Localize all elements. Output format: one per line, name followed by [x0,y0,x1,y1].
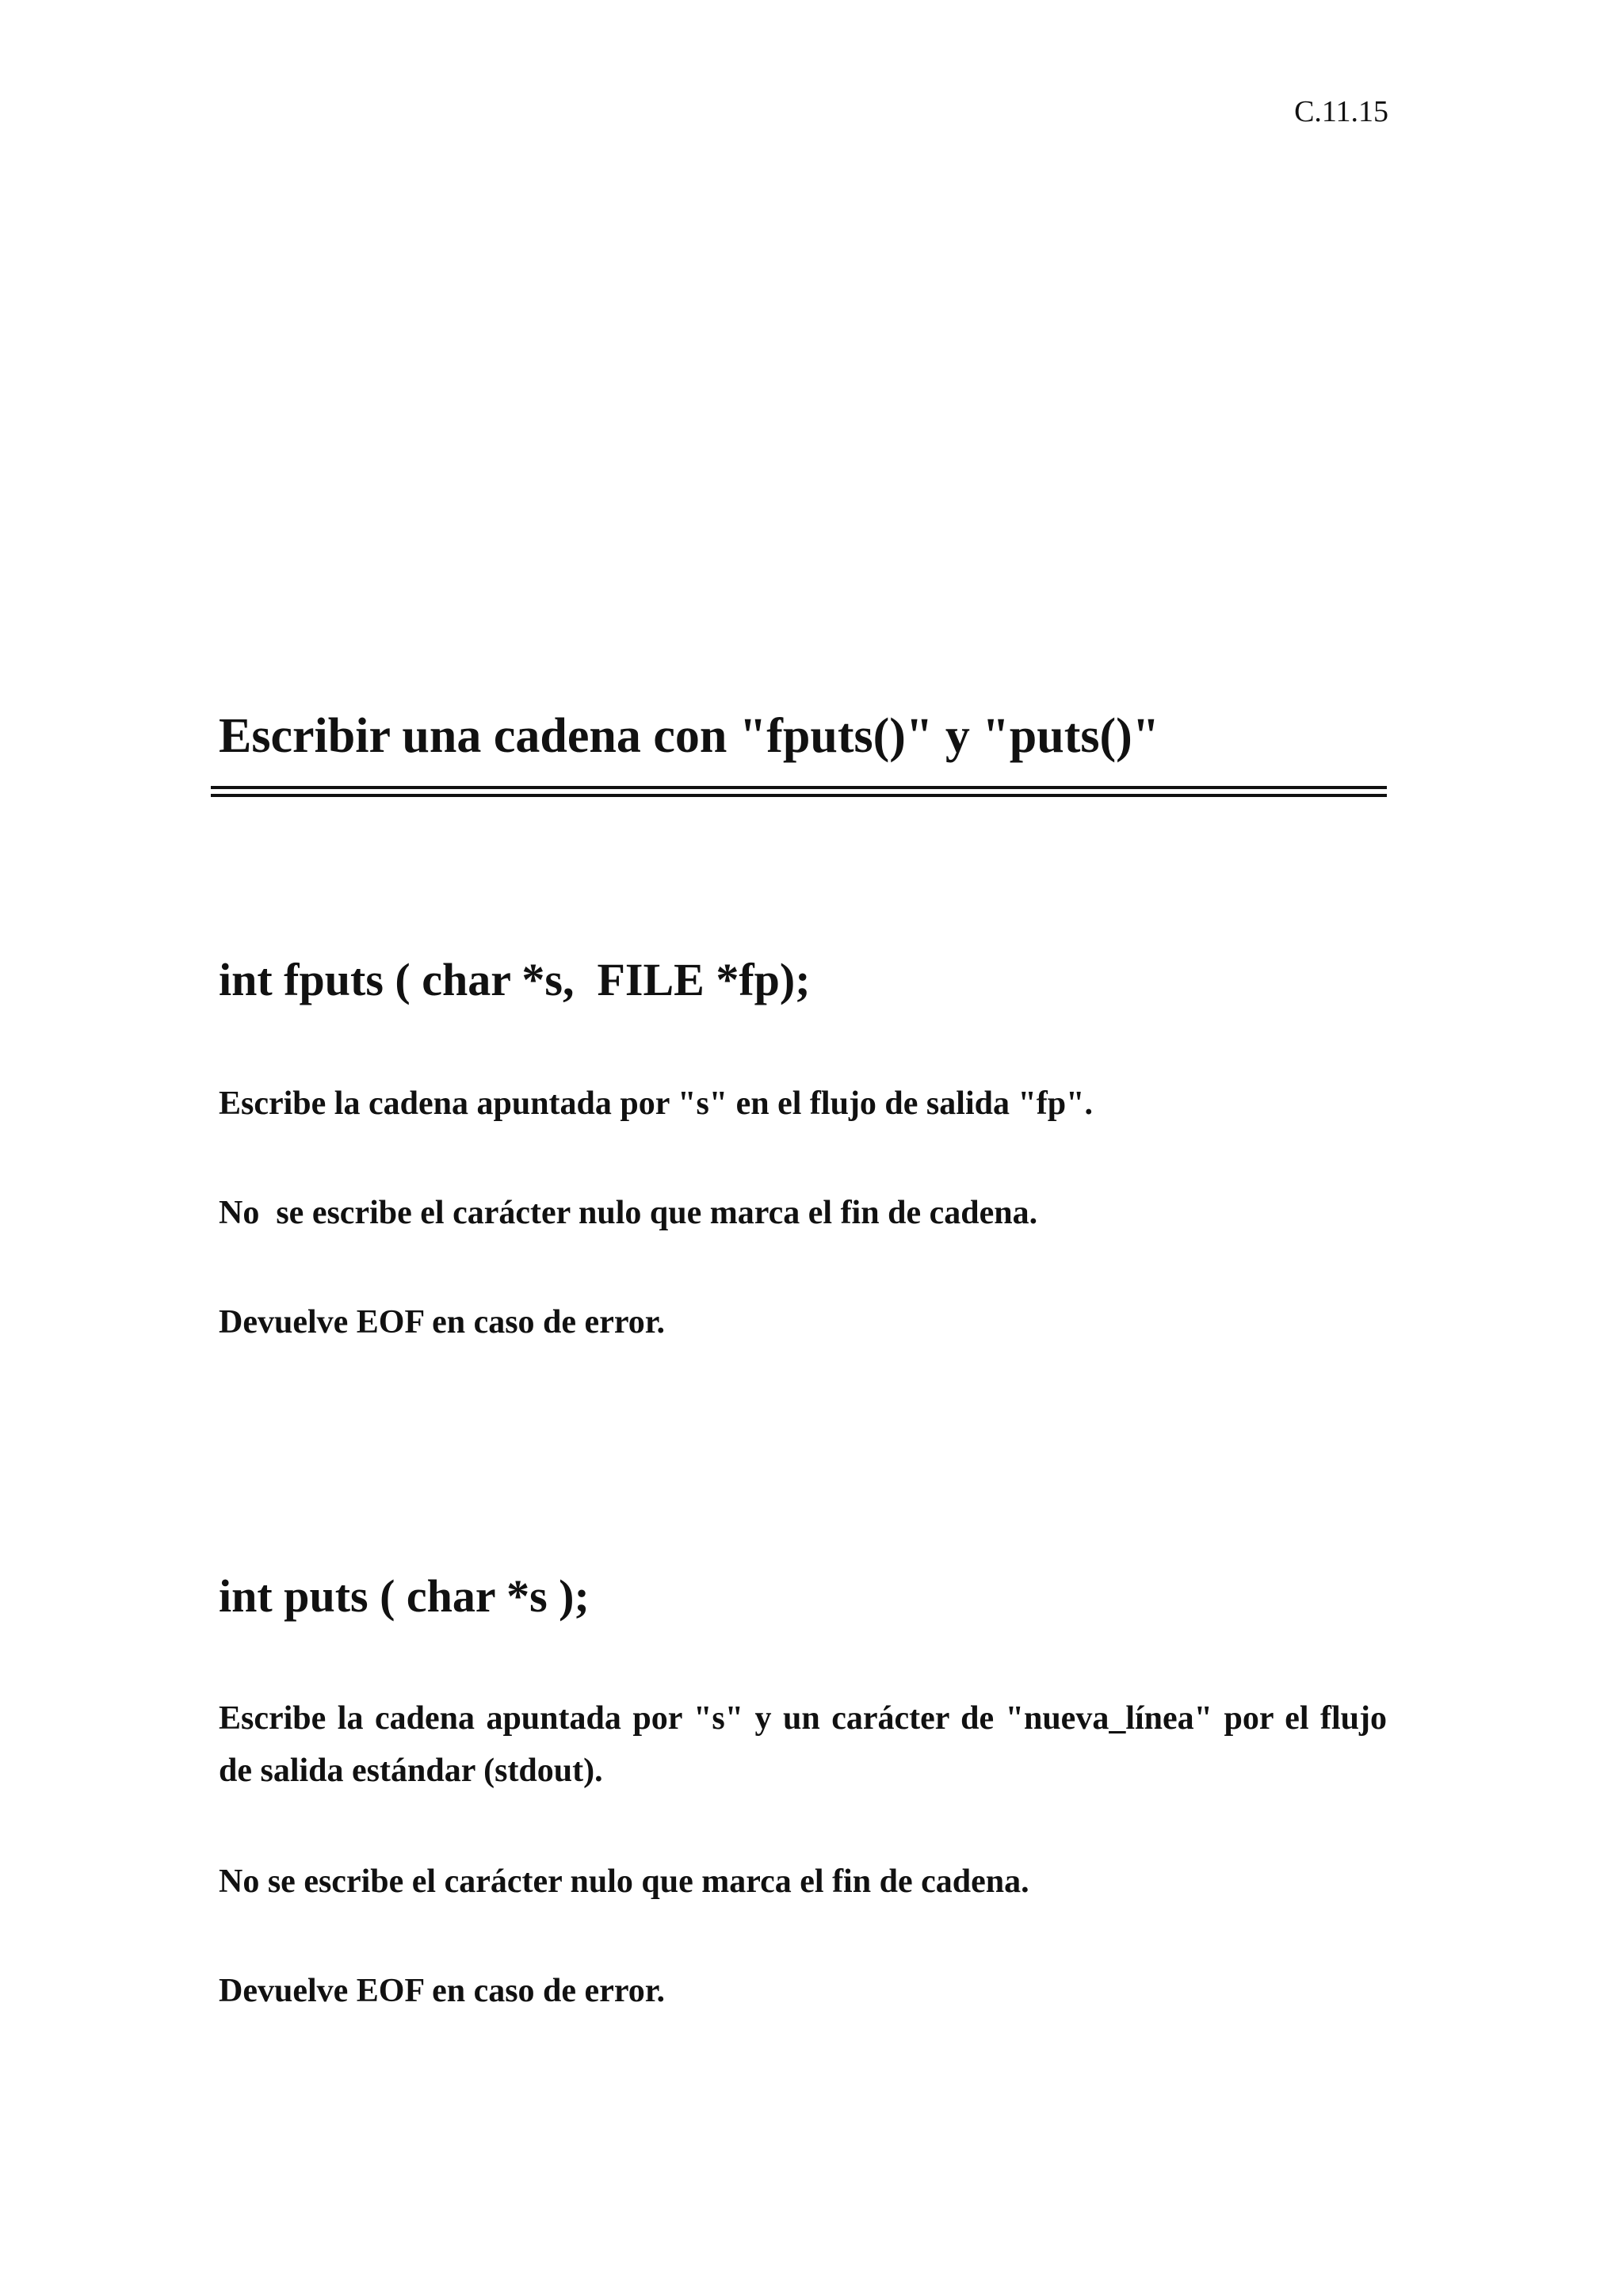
fputs-null-note: No se escribe el carácter nulo que marca el fin de cadena. [219,1195,1038,1231]
fputs-description: Escribe la cadena apuntada por "s" en el flujo de salida "fp". [219,1085,1093,1122]
puts-prototype: int puts ( char *s ); [219,1570,590,1622]
title-rule-bottom-line [211,794,1387,797]
page-title: Escribir una cadena con "fputs()" y "puts()" [219,709,1160,763]
fputs-prototype: int fputs ( char *s, FILE *fp); [219,954,811,1005]
title-double-rule [211,786,1387,797]
page-number: C.11.15 [1294,95,1388,128]
puts-null-note: No se escribe el carácter nulo que marca el fin de cadena. [219,1863,1029,1900]
fputs-return-note: Devuelve EOF en caso de error. [219,1304,666,1341]
title-rule-top-line [211,786,1387,789]
puts-description: Escribe la cadena apuntada por "s" y un carácter de "nueva_línea" por el flujo de salida estándar (stdout). [219,1700,1387,1789]
puts-return-note: Devuelve EOF en caso de error. [219,1973,666,2009]
